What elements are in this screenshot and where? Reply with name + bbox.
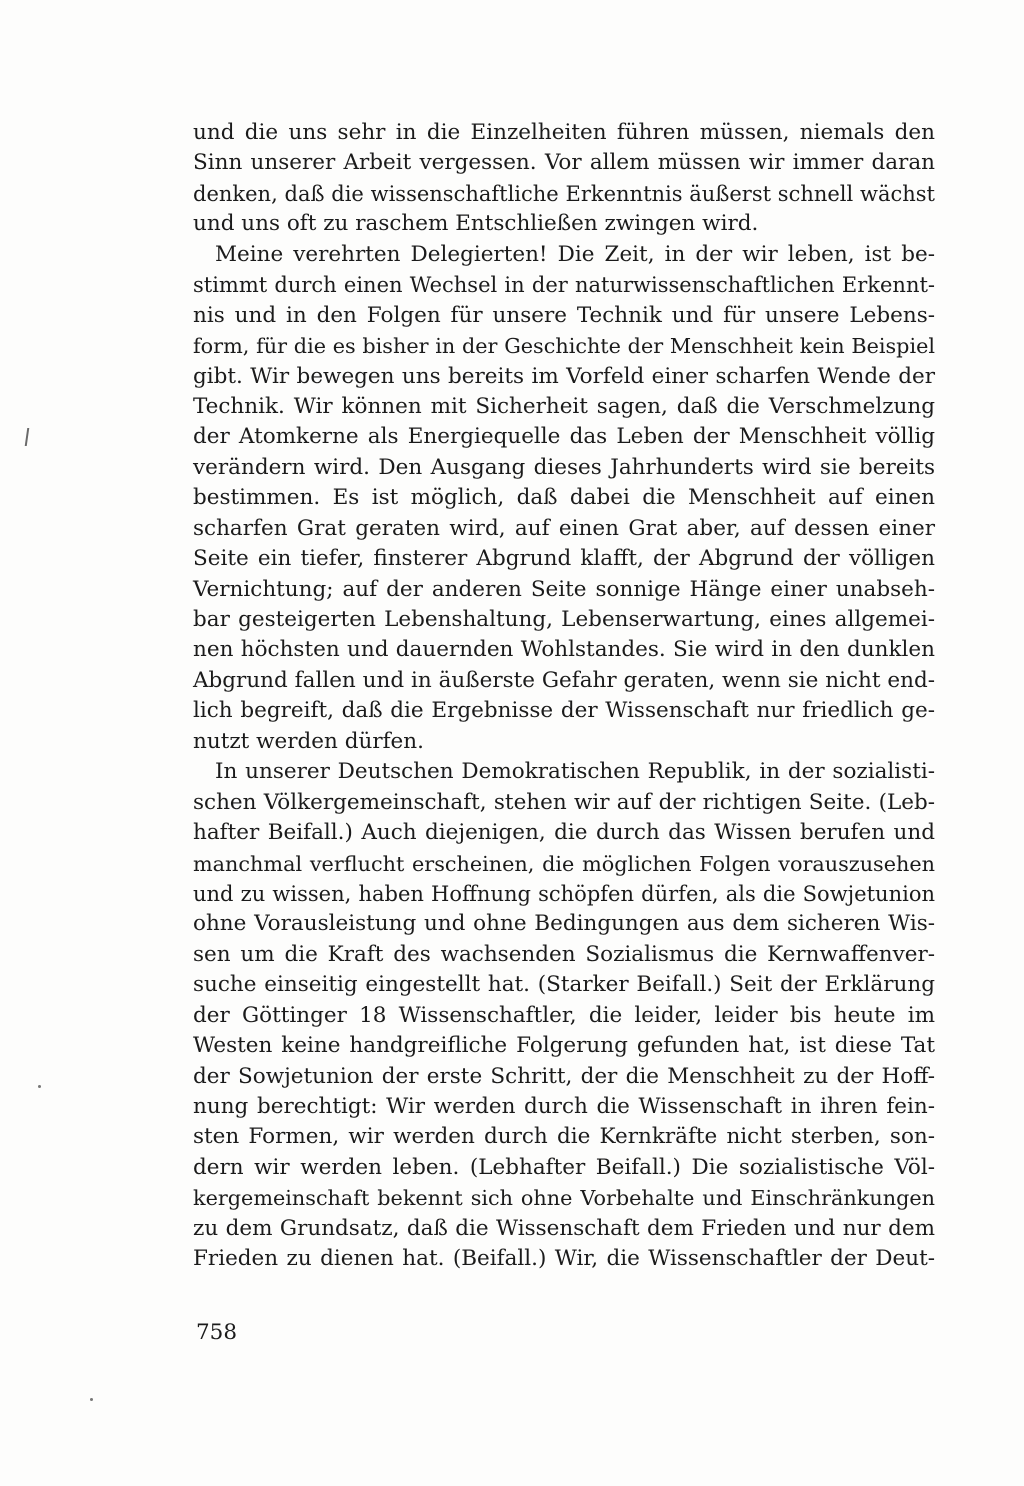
text-line: ohne Vorausleistung und ohne Bedingungen aus dem sicheren Wis- (193, 911, 935, 937)
text-line: lich begreift, daß die Ergebnisse der Wissenschaft nur friedlich ge- (193, 698, 935, 724)
text-line: schen Völkergemeinschaft, stehen wir auf der richtigen Seite. (Leb- (193, 789, 935, 815)
text-line: hafter Beifall.) Auch diejenigen, die durch das Wissen berufen und (193, 820, 935, 846)
text-line: Abgrund fallen und in äußerste Gefahr geraten, wenn sie nicht end- (193, 667, 935, 693)
text-line: verändern wird. Den Ausgang dieses Jahrhunderts wird sie bereits (193, 454, 935, 480)
text-line: In unserer Deutschen Demokratischen Republik, in der sozialisti- (215, 759, 935, 785)
text-line: bestimmen. Es ist möglich, daß dabei die Menschheit auf einen (193, 485, 935, 511)
text-line: nutzt werden dürfen. (193, 728, 424, 754)
paragraph (193, 118, 935, 240)
text-line: Meine verehrten Delegierten! Die Zeit, in der wir leben, ist be- (215, 241, 935, 267)
text-line: nung berechtigt: Wir werden durch die Wissenschaft in ihren fein- (193, 1094, 935, 1119)
paragraph (193, 240, 935, 757)
text-line: sen um die Kraft des wachsenden Sozialismus die Kernwaffenver- (193, 941, 935, 967)
text-line: und zu wissen, haben Hoffnung schöpfen dürfen, als die Sowjetunion (193, 881, 935, 906)
text-line: sten Formen, wir werden durch die Kernkräfte nicht sterben, son- (193, 1124, 935, 1150)
text-line: stimmt durch einen Wechsel in der naturwissenschaftlichen Erkennt- (193, 273, 935, 298)
text-line: und uns oft zu raschem Entschließen zwingen wird. (193, 211, 759, 237)
text-line: zu dem Grundsatz, daß die Wissenschaft dem Frieden und nur dem (193, 1215, 935, 1241)
text-line: Technik. Wir können mit Sicherheit sagen, daß die Verschmelzung (193, 393, 935, 419)
text-line: nen höchsten und dauernden Wohlstandes. Sie wird in den dunklen (193, 637, 935, 663)
paragraph (193, 757, 935, 1274)
text-line: der Atomkerne als Energiequelle das Leben der Menschheit völlig (193, 424, 935, 450)
text-line: nis und in den Folgen für unsere Technik und für unsere Lebens- (193, 302, 935, 328)
text-line: Frieden zu dienen hat. (Beifall.) Wir, die Wissenschaftler der Deut- (193, 1246, 935, 1272)
text-line: form, für die es bisher in der Geschichte der Menschheit kein Beispiel (193, 334, 935, 359)
text-line: suche einseitig eingestellt hat. (Starker Beifall.) Seit der Erklärung (193, 972, 935, 998)
text-line: Seite ein tiefer, finsterer Abgrund klafft, der Abgrund der völligen (193, 546, 935, 572)
text-line: kergemeinschaft bekennt sich ohne Vorbehalte und Einschränkungen (193, 1186, 935, 1211)
body-text (193, 118, 935, 1275)
text-line: scharfen Grat geraten wird, auf einen Grat aber, auf dessen einer (193, 515, 935, 541)
text-line: manchmal verflucht erscheinen, die möglichen Folgen vorauszusehen (193, 851, 935, 876)
text-line: dern wir werden leben. (Lebhafter Beifall.) Die sozialistische Völ- (193, 1154, 935, 1180)
text-line: und die uns sehr in die Einzelheiten führen müssen, niemals den (193, 120, 935, 145)
text-line: Westen keine handgreifliche Folgerung gefunden hat, ist diese Tat (193, 1033, 935, 1059)
text-line: denken, daß die wissenschaftliche Erkenntnis äußerst schnell wächst (193, 181, 935, 206)
margin-pencil-mark (25, 428, 30, 446)
text-line: Vernichtung; auf der anderen Seite sonnige Hänge einer unabseh- (193, 576, 935, 602)
text-line: gibt. Wir bewegen uns bereits im Vorfeld einer scharfen Wende der (193, 363, 935, 389)
text-line: der Göttinger 18 Wissenschaftler, die leider, leider bis heute im (193, 1002, 935, 1028)
paper-speck (38, 1085, 41, 1088)
text-line: bar gesteigerten Lebenshaltung, Lebenserwartung, eines allgemei- (193, 607, 935, 632)
text-line: Sinn unserer Arbeit vergessen. Vor allem müssen wir immer daran (193, 150, 935, 176)
text-line: der Sowjetunion der erste Schritt, der die Menschheit zu der Hoff- (193, 1063, 935, 1089)
paper-speck (90, 1398, 93, 1401)
page-number: 758 (196, 1320, 238, 1345)
